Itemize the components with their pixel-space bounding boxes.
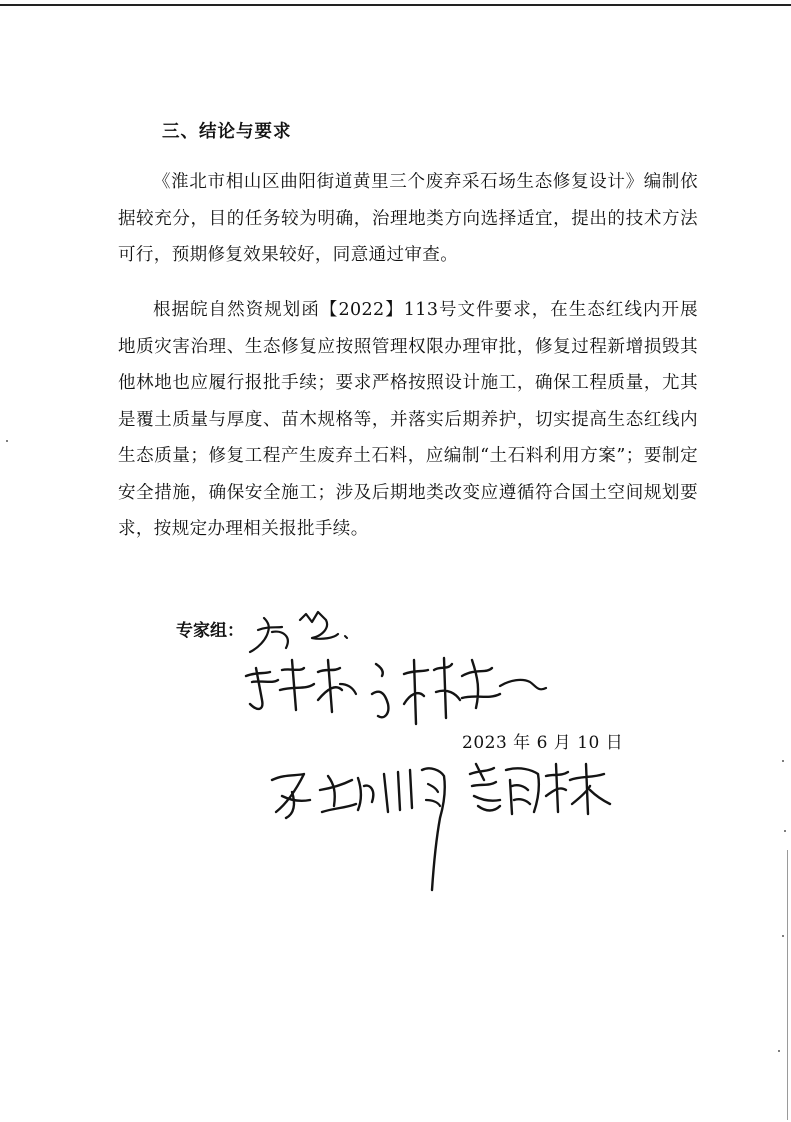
- expert-group-label: 专家组：: [176, 621, 244, 641]
- requirements-paragraph: 根据皖自然资规划函【2022】113号文件要求，在生态红线内开展地质灾害治理、生态修复应按照管理权限办理审批，修复过程新增损毁其他林地也应履行报批手续；要求严格按照设计施工，确保工程质量，尤其是覆土质量与厚度、苗木规格等，并落实后期养护，切实提高生态红线内生态质量；修复工程产生废弃土石料，应编制“土石料利用方案”；要制定安全措施，确保安全施工；涉及后期地类改变应遵循符合国土空间规划要求，按规定办理相关报批手续。: [118, 300, 698, 539]
- signature-6: [470, 764, 610, 814]
- signature-1: [250, 612, 347, 652]
- signature-4: [272, 774, 373, 818]
- section-heading: 三、结论与要求: [162, 122, 292, 142]
- top-border-line: [0, 4, 791, 6]
- signature-3: [372, 658, 546, 724]
- conclusion-paragraph: 《淮北市相山区曲阳街道黄里三个废弃采石场生态修复设计》编制依据较充分，目的任务较为明确，治理地类方向选择适宜，提出的技术方法可行，预期修复效果较好，同意通过审查。: [118, 172, 698, 265]
- signature-2: [246, 660, 356, 712]
- signature-5: [384, 768, 445, 890]
- signature-date: 2023 年 6 月 10 日: [462, 733, 624, 753]
- scan-edge-line: [787, 850, 788, 1120]
